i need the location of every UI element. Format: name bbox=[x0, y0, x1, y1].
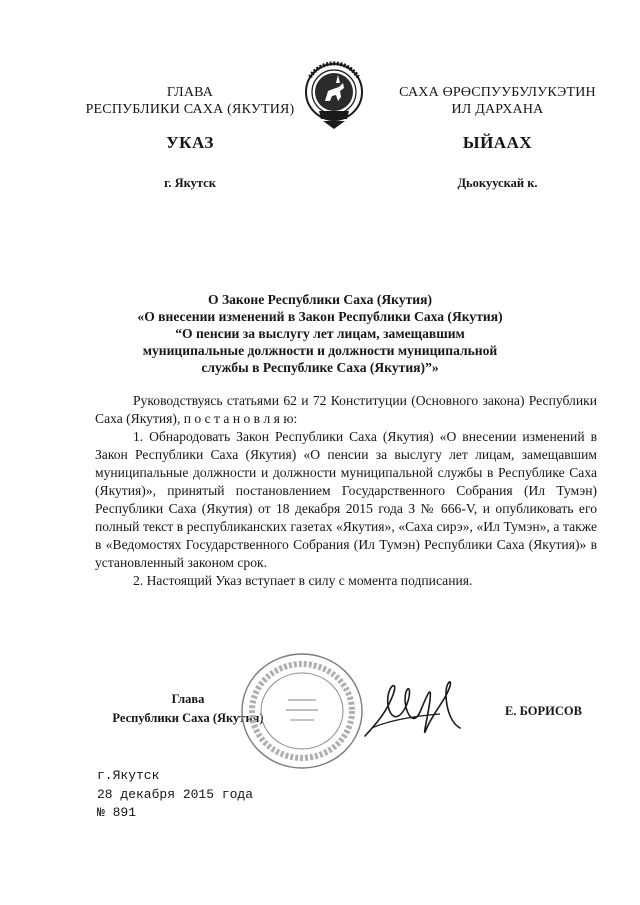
header-right bbox=[375, 84, 620, 118]
city-ru: г. Якутск bbox=[164, 176, 216, 190]
seal-icon bbox=[238, 650, 366, 772]
footer-meta bbox=[97, 767, 397, 823]
item-1-paragraph: 1. Обнародовать Закон Республики Саха (Якутия) «О внесении изменений в Закон Республики Саха (Якутия) «О пенсии за выслугу лет лицам, замещавшим муниципальные должности и должности муниципальной службы в Республике Саха (Якутия)», принятый постановлением Государственного Собрания (Ил Тумэн) Республики Саха (Якутия) от 18 декабря 2015 года З № 666-V, и опубликовать его полный текст в республиканских газетах «Якутия», «Саха сирэ», «Ил Тумэн», а также в «Ведомостях Государственного Собрания (Ил Тумэн) Республики Саха (Якутия)» в установленный законом срок. bbox=[95, 429, 597, 570]
signatory-title-line1: Глава bbox=[171, 692, 205, 706]
handwritten-signature bbox=[360, 670, 470, 750]
header-left-line1: ГЛАВА bbox=[166, 85, 214, 100]
signature-icon bbox=[360, 670, 470, 750]
signatory-name: Е. БОРИСОВ bbox=[505, 704, 582, 718]
doc-type-sakha: ЫЙААХ bbox=[462, 133, 533, 152]
header-right-line2: ИЛ ДАРХАНА bbox=[451, 102, 544, 117]
footer-date: 28 декабря 2015 года bbox=[97, 786, 254, 802]
title-line: службы в Республике Саха (Якутия)”» bbox=[201, 360, 439, 375]
official-stamp bbox=[238, 650, 366, 772]
title-line: О Законе Республики Саха (Якутия) bbox=[207, 292, 433, 307]
item-2-paragraph: 2. Настоящий Указ вступает в силу с момента подписания. bbox=[133, 573, 473, 588]
footer-city: г.Якутск bbox=[97, 768, 160, 783]
title-line: муниципальные должности и должности муниципальной bbox=[142, 343, 498, 358]
title-line: “О пенсии за выслугу лет лицам, замещавшим bbox=[175, 326, 465, 341]
preamble-paragraph: Руководствуясь статьями 62 и 72 Конституции (Основного закона) Республики Саха (Якутия), п о с т а н о в л я ю: bbox=[95, 393, 597, 426]
footer-number: № 891 bbox=[97, 805, 137, 820]
signatory-title-line2: Республики Саха (Якутия) bbox=[112, 711, 264, 725]
decree-body bbox=[95, 392, 597, 590]
doc-type-ru: УКАЗ bbox=[166, 133, 214, 152]
header-left-line2: РЕСПУБЛИКИ САХА (ЯКУТИЯ) bbox=[85, 102, 295, 117]
header-left bbox=[80, 84, 300, 118]
coat-of-arms-emblem bbox=[303, 61, 365, 131]
title-line: «О внесении изменений в Закон Республики Саха (Якутия) bbox=[137, 309, 503, 324]
decree-title bbox=[90, 291, 550, 376]
header-right-line1: САХА ӨРӨСПУУБУЛУКЭТИН bbox=[399, 85, 596, 100]
city-sakha: Дьокуускай к. bbox=[457, 176, 538, 190]
emblem-icon bbox=[303, 61, 365, 131]
